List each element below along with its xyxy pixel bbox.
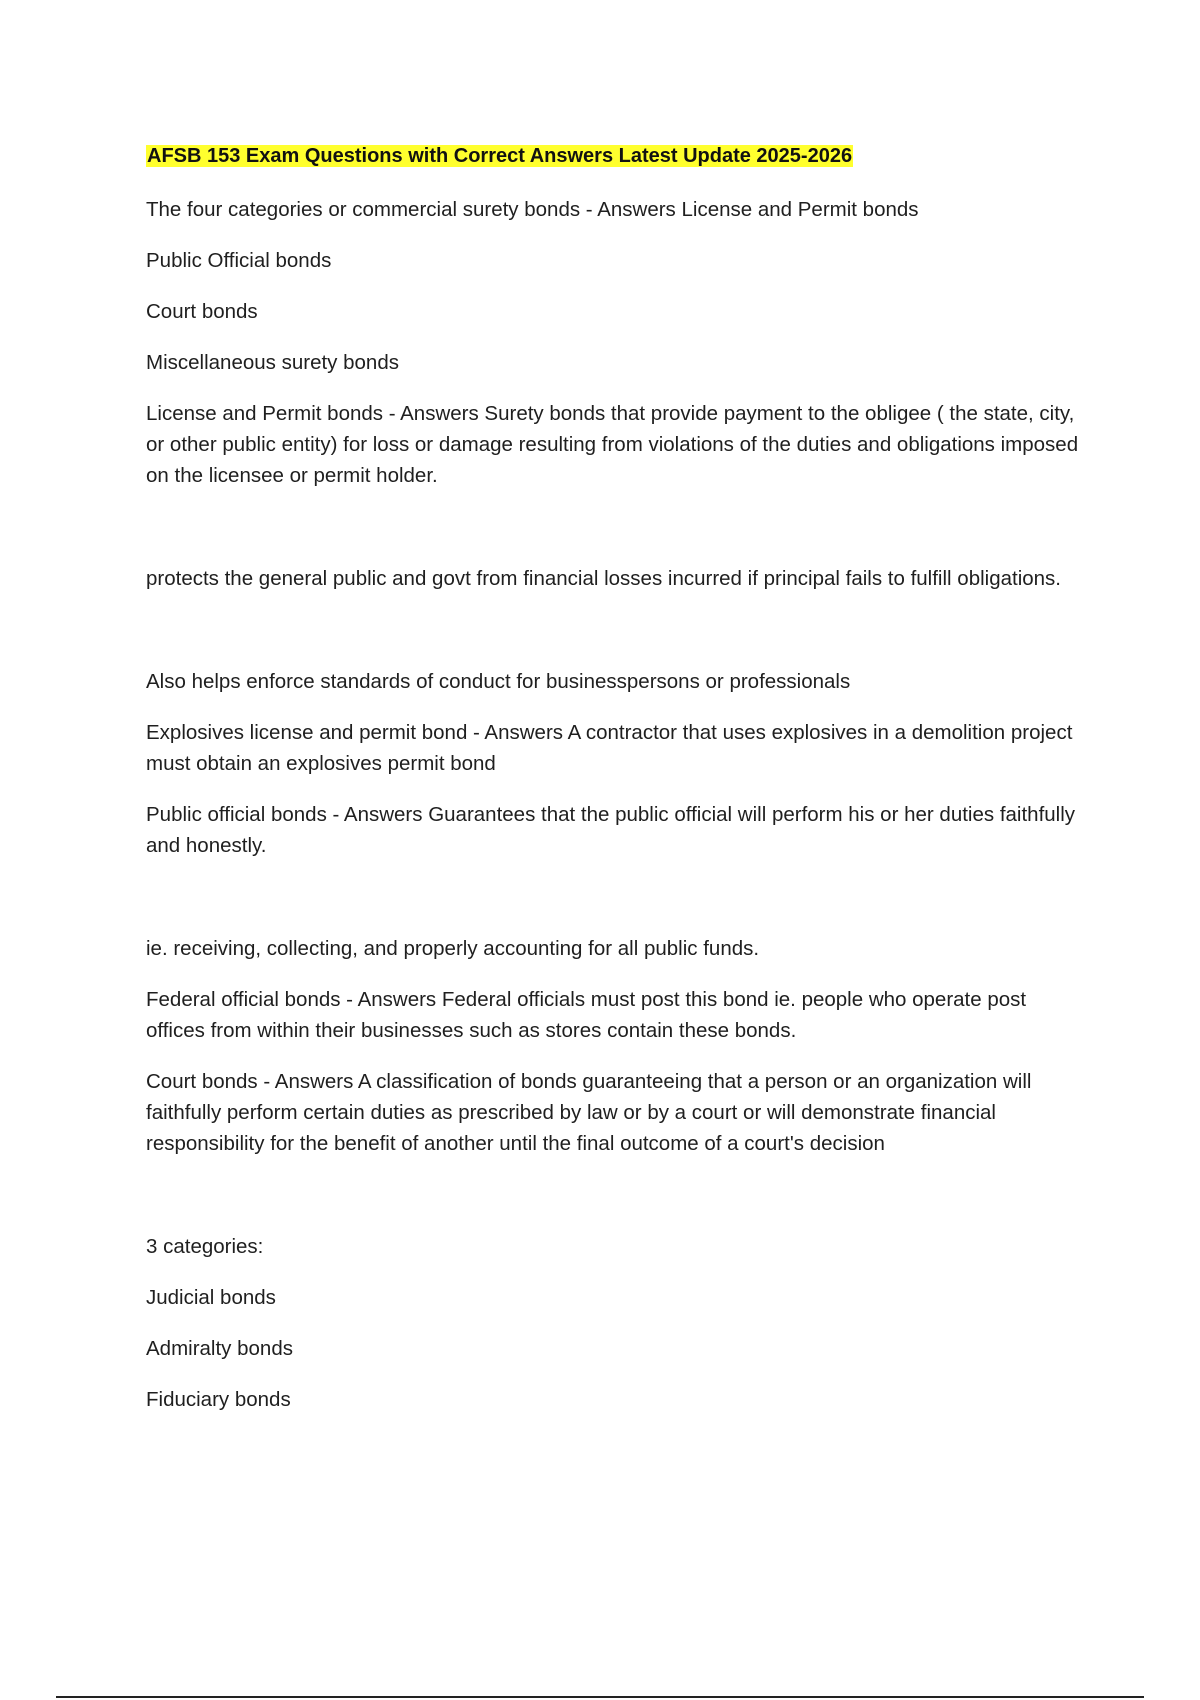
paragraph-miscellaneous-bonds: Miscellaneous surety bonds	[146, 351, 399, 374]
footer-divider	[56, 1696, 1144, 1698]
paragraph-public-funds: ie. receiving, collecting, and properly accounting for all public funds.	[146, 937, 760, 960]
paragraph-enforce-standards: Also helps enforce standards of conduct for businesspersons or professionals	[146, 670, 851, 693]
paragraph-public-official-bonds: Public Official bonds	[146, 249, 332, 272]
paragraph-license-permit-definition: License and Permit bonds - Answers Surety bonds that provide payment to the obligee ( the state, city, or other public entity) for loss or damage resulting from violations of the duties and obligations imposed on the licensee or permit holder.	[146, 402, 1079, 487]
title-block	[146, 144, 1086, 170]
paragraph-federal-official-bonds: Federal official bonds - Answers Federal officials must post this bond ie. people who operate post offices from within their businesses such as stores contain these bonds.	[146, 988, 1027, 1042]
paragraph-admiralty-bonds: Admiralty bonds	[146, 1337, 293, 1360]
paragraph-protects-public: protects the general public and govt from financial losses incurred if principal fails to fulfill obligations.	[146, 567, 1062, 590]
paragraph-court-bonds: Court bonds	[146, 300, 258, 323]
document-body	[146, 144, 1086, 1435]
paragraph-explosives-bond: Explosives license and permit bond - Answers A contractor that uses explosives in a demolition project must obtain an explosives permit bond	[146, 721, 1073, 775]
document-title: AFSB 153 Exam Questions with Correct Answers Latest Update 2025-2026	[147, 145, 853, 167]
paragraph-categories-question: The four categories or commercial surety bonds - Answers License and Permit bonds	[146, 198, 919, 221]
paragraph-public-official-definition: Public official bonds - Answers Guarantees that the public official will perform his or her duties faithfully and honestly.	[146, 803, 1076, 857]
paragraph-fiduciary-bonds: Fiduciary bonds	[146, 1388, 291, 1411]
paragraph-court-bonds-definition: Court bonds - Answers A classification of bonds guaranteeing that a person or an organization will faithfully perform certain duties as prescribed by law or by a court or will demonstrate financial responsibility for the benefit of another until the final outcome of a court's decision	[146, 1070, 1032, 1155]
paragraph-judicial-bonds: Judicial bonds	[146, 1286, 276, 1309]
paragraph-three-categories: 3 categories:	[146, 1235, 264, 1258]
